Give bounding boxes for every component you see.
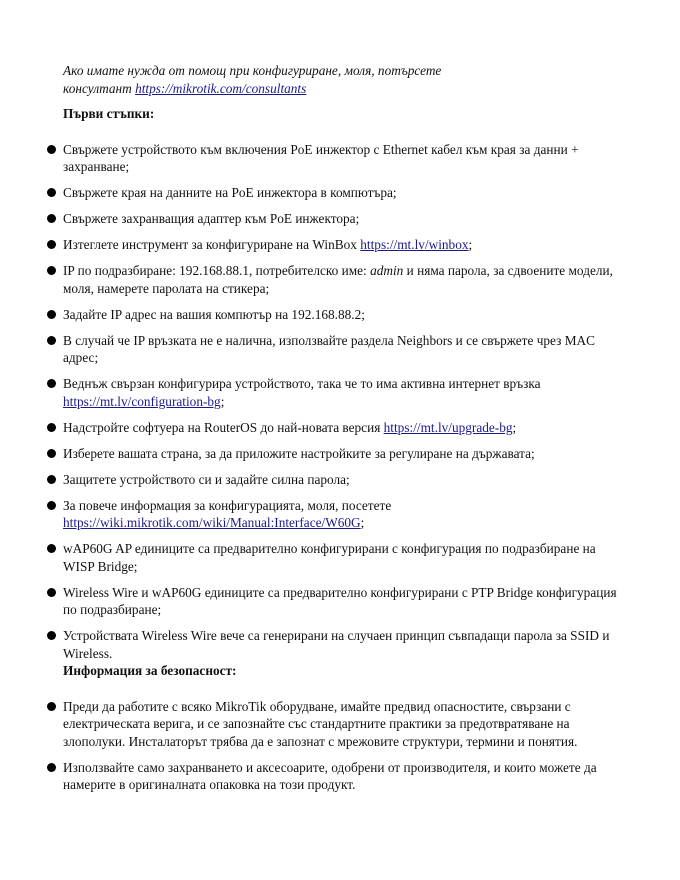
list-item — [63, 497, 623, 532]
list-item — [63, 759, 623, 794]
list-item-text: ; — [468, 237, 473, 252]
list-item-text: Защитете устройството си и задайте силна парола; — [63, 471, 350, 487]
list-item-text: Wireless Wire и wAP60G единиците са предварително конфигурирани с PTP Bridge конфигурация по подразбиране; — [63, 584, 617, 617]
list-item-text: Изберете вашата страна, за да приложите настройките за регулиране на държавата; — [63, 445, 535, 461]
upgrade-link[interactable]: https://mt.lv/upgrade-bg — [383, 419, 513, 435]
list-item — [63, 375, 623, 410]
list-item-text: ; — [512, 419, 517, 435]
list-item — [63, 184, 623, 202]
list-item — [63, 698, 623, 751]
safety-heading: Информация за безопасност: — [63, 663, 237, 678]
list-item — [63, 471, 623, 489]
list-item — [63, 262, 623, 297]
list-item-text: Устройствата Wireless Wire вече са генерирани на случаен принцип съвпадащи парола за SSID и Wireless. — [63, 628, 610, 661]
list-item — [63, 584, 623, 619]
safety-list — [63, 698, 623, 794]
list-item-text: Надстройте софтуера на RouterOS до най-новата версия — [63, 419, 384, 435]
list-item-text: Свържете устройството към включения PoE инжектор с Ethernet кабел към края за данни + захранване; — [63, 141, 579, 174]
list-item — [63, 540, 623, 575]
list-item — [63, 306, 623, 324]
first-steps-heading: Първи стъпки: — [63, 106, 155, 121]
consultants-link[interactable]: https://mikrotik.com/consultants — [135, 80, 307, 96]
list-item-text: Използвайте само захранването и аксесоарите, одобрени от производителя, и които можете да намерите в оригиналната опаковка на този продукт. — [63, 759, 597, 792]
winbox-link[interactable]: https://mt.lv/winbox — [360, 237, 469, 252]
list-item — [63, 445, 623, 463]
list-item-text: и няма парола, за сдвоените модели, моля, намерете паролата на стикера; — [63, 263, 613, 296]
list-item-text: IP по подразбиране: 192.168.88.1, потребителско име: — [63, 263, 371, 278]
first-steps-list — [63, 141, 623, 663]
configuration-link[interactable]: https://mt.lv/configuration-bg — [63, 393, 221, 409]
list-item-text: За повече информация за конфигурацията, моля, посетете — [63, 497, 392, 513]
list-item — [63, 627, 623, 662]
document-content — [63, 62, 623, 802]
wiki-link[interactable]: https://wiki.mikrotik.com/wiki/Manual:Interface/W60G — [63, 515, 361, 530]
list-item-text: Свържете края на данните на PoE инжектора в компютъра; — [63, 185, 397, 200]
list-item-text: Изтеглете инструмент за конфигуриране на WinBox — [63, 237, 361, 252]
list-item-text: В случай че IP връзката не е налична, използвайте раздела Neighbors и се свържете чрез MAC адрес; — [63, 332, 595, 365]
list-item-text: Свържете захранващия адаптер към PoE инжектора; — [63, 211, 360, 226]
list-item-text: Преди да работите с всяко MikroTik оборудване, имайте предвид опасностите, свързани с електрическата верига, и се запознайте със стандартните практики за предотвратяване на злополуки. Инсталаторът трябва да е запознат с мрежовите структури, термини и понятия. — [63, 698, 578, 749]
list-item-text: ; — [220, 393, 225, 409]
admin-username: admin — [370, 263, 404, 278]
list-item — [63, 141, 623, 176]
list-item-text: wAP60G AP единиците са предварително конфигурирани с конфигурация по подразбиране на WISP Bridge; — [63, 541, 596, 574]
list-item — [63, 332, 623, 367]
list-item — [63, 236, 623, 254]
list-item — [63, 419, 623, 437]
list-item — [63, 210, 623, 228]
list-item-text: Задайте IP адрес на вашия компютър на 192.168.88.2; — [63, 306, 365, 322]
list-item-text: Веднъж свързан конфигурира устройството, така че то има активна интернет връзка — [63, 376, 541, 391]
list-item-text: ; — [360, 515, 365, 530]
intro-text: Ако имате нужда от помощ при конфигуриране, моля, потърсете консултант — [63, 63, 442, 96]
intro-paragraph — [63, 62, 463, 97]
